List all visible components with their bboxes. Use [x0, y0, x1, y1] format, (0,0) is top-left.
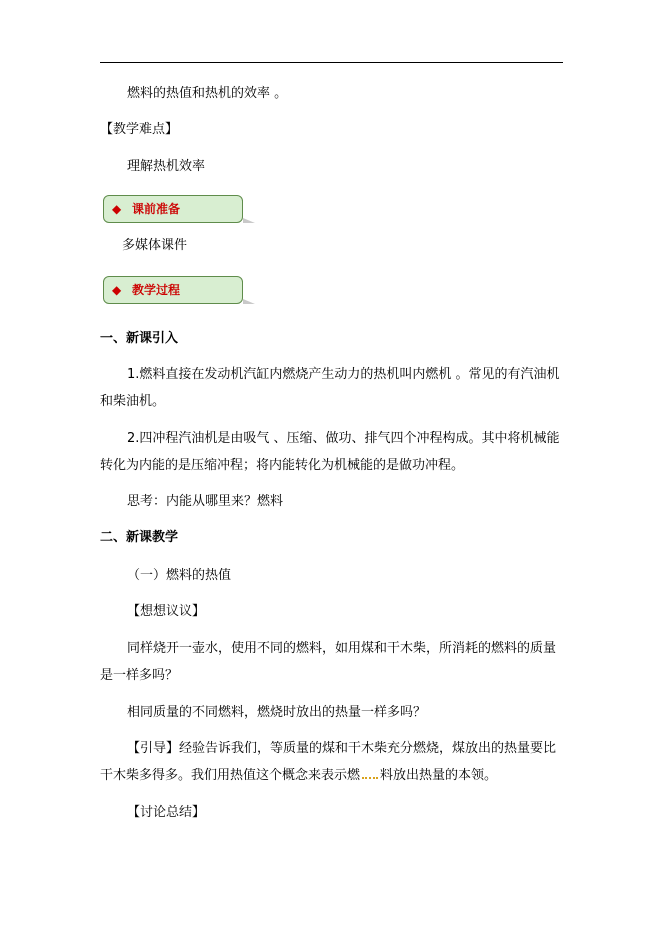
section-header-process	[103, 276, 243, 304]
section-title: 教学过程	[132, 283, 181, 297]
dotted-mark	[362, 767, 378, 779]
text-fragment: 料放出热量的本领。	[380, 768, 498, 783]
header-rule	[100, 62, 563, 63]
section-shadow	[243, 218, 255, 223]
paragraph-line: 2.四冲程汽油机是由吸气 、压缩、做功、排气四个冲程构成。其中将机械能	[127, 431, 560, 446]
paragraph-line: 思考：内能从哪里来？燃料	[127, 494, 284, 509]
heading-new-lesson-intro: 一、新课引入	[100, 331, 179, 346]
paragraph-line: 多媒体课件	[122, 238, 188, 253]
text-fragment: 干木柴多得多。我们用热值这个概念来表示燃	[100, 768, 361, 783]
paragraph-line: 同样烧开一壶水，使用不同的燃料，如用煤和干木柴，所消耗的燃料的质量	[127, 641, 557, 656]
heading-think-discuss: 【想想议议】	[127, 604, 206, 619]
section-shadow	[243, 299, 255, 304]
section-title: 课前准备	[132, 202, 181, 216]
diamond-icon: ◆	[112, 202, 122, 216]
paragraph-line	[100, 767, 497, 785]
paragraph-line: 1.燃料直接在发动机汽缸内燃烧产生动力的热机叫内燃机 。常见的有汽油机	[127, 367, 560, 382]
heading-discussion-summary: 【讨论总结】	[127, 805, 206, 820]
heading-teaching-difficulty: 【教学难点】	[100, 122, 179, 137]
subheading-fuel-heat-value: （一）燃料的热值	[127, 568, 232, 583]
paragraph-line: 燃料的热值和热机的效率 。	[127, 86, 288, 101]
paragraph-line: 相同质量的不同燃料，燃烧时放出的热量一样多吗？	[127, 705, 427, 720]
paragraph-line: 和柴油机。	[100, 394, 166, 409]
section-header-prep	[103, 195, 243, 223]
paragraph-line: 【引导】经验告诉我们，等质量的煤和干木柴充分燃烧，煤放出的热量要比	[127, 741, 557, 756]
heading-new-lesson-teaching: 二、新课教学	[100, 530, 179, 545]
paragraph-line: 是一样多吗？	[100, 668, 179, 683]
diamond-icon: ◆	[112, 283, 122, 297]
paragraph-line: 理解热机效率	[127, 159, 206, 174]
paragraph-line: 转化为内能的是压缩冲程；将内能转化为机械能的是做功冲程。	[100, 458, 465, 473]
